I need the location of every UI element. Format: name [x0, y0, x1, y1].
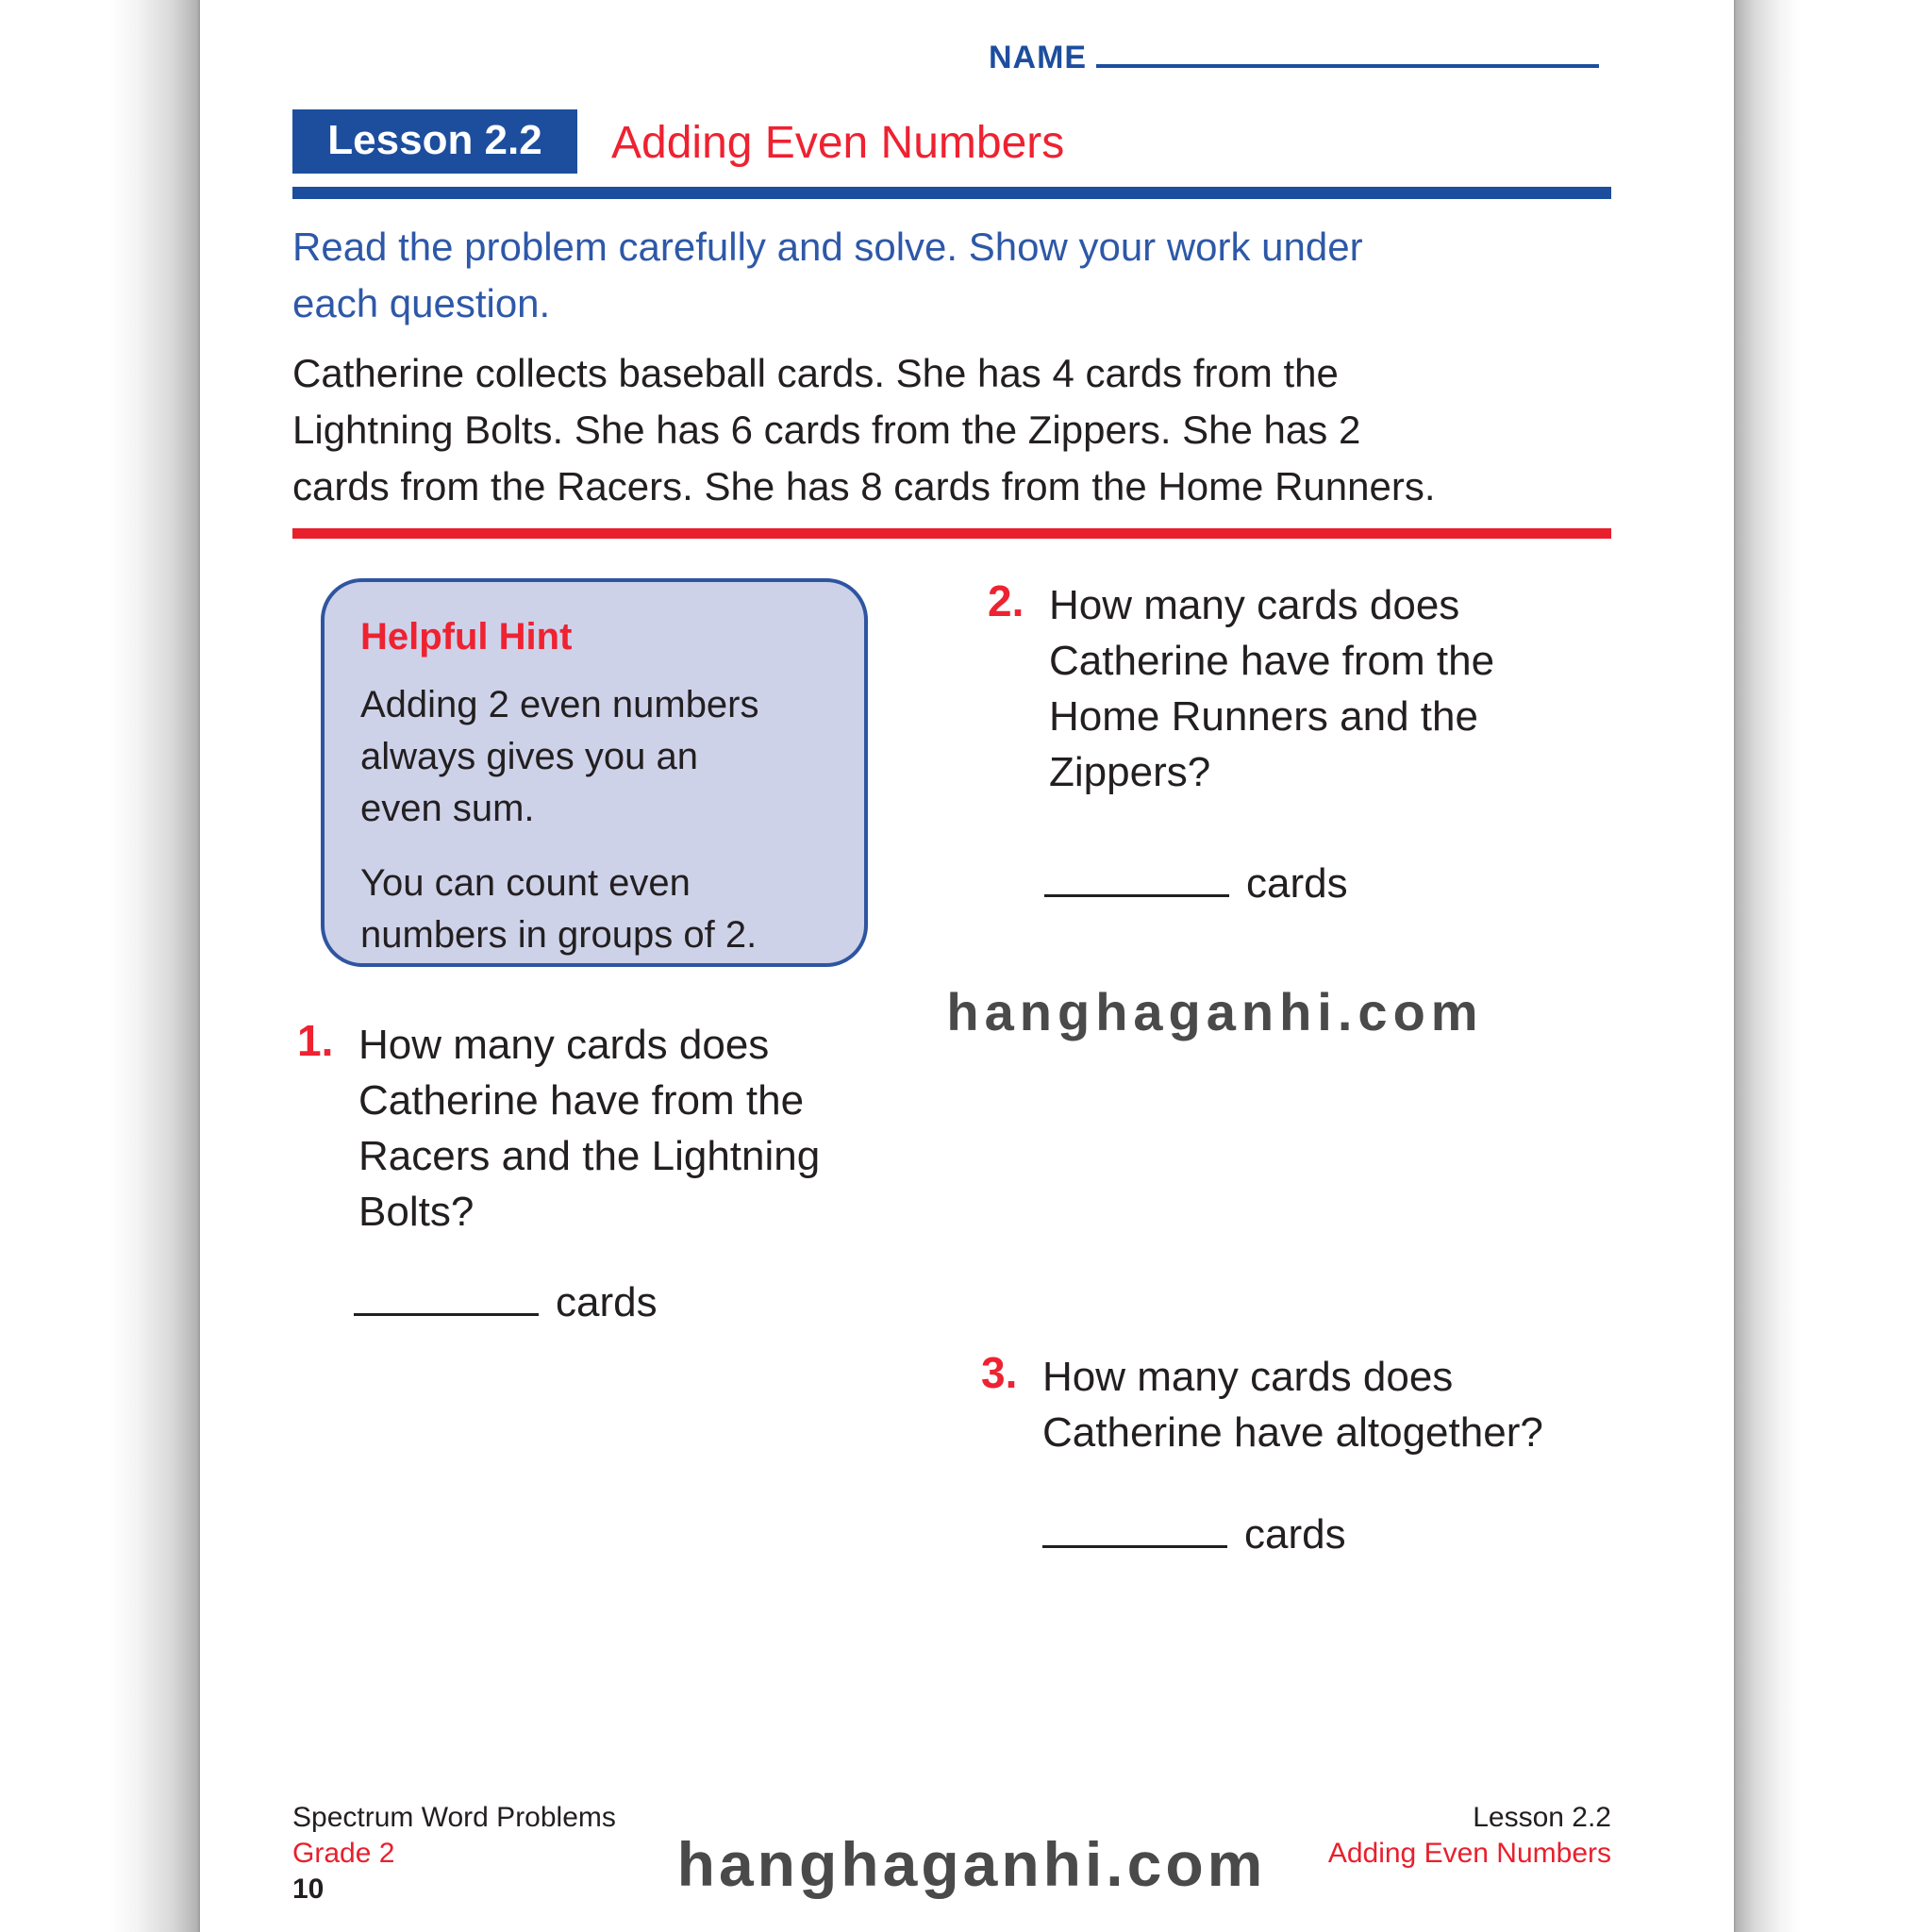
- page-sheet: [200, 0, 1734, 1932]
- answer-blank-line: [1044, 857, 1229, 897]
- question-line: Racers and the Lightning: [358, 1133, 821, 1179]
- hint-title: Helpful Hint: [360, 616, 573, 658]
- question-line: Catherine have altogether?: [1042, 1409, 1543, 1456]
- helpful-hint-box: [321, 578, 868, 967]
- problem-line: Catherine collects baseball cards. She has 4 cards from the: [292, 351, 1339, 395]
- hint-paragraph: [360, 858, 845, 961]
- footer-page-number: 10: [292, 1874, 325, 1905]
- footer-right: [1328, 1800, 1611, 1872]
- question-line: Catherine have from the: [358, 1077, 805, 1124]
- question-line: How many cards does: [358, 1022, 770, 1068]
- question-1: [297, 1017, 820, 1240]
- footer-lesson-title: Adding Even Numbers: [1327, 1838, 1611, 1869]
- question-3: [981, 1349, 1543, 1460]
- footer-lesson-number: Lesson 2.2: [1473, 1802, 1611, 1833]
- answer-unit-label: cards: [1244, 1511, 1346, 1557]
- question-2: [988, 577, 1494, 800]
- footer-book-title: Spectrum Word Problems: [292, 1802, 616, 1833]
- red-divider: [292, 528, 1611, 539]
- page-edge-shadow-right: [1734, 0, 1800, 1932]
- name-blank-line: [1096, 28, 1599, 68]
- hint-line: always gives you an: [360, 736, 698, 777]
- page-edge-shadow-left: [109, 0, 200, 1932]
- watermark-text-bottom: hanghaganhi.com: [676, 1829, 1267, 1899]
- question-text: [1042, 1349, 1543, 1460]
- name-label: NAME: [989, 40, 1088, 75]
- question-number: 1.: [297, 1016, 334, 1065]
- question-text: [358, 1017, 820, 1240]
- answer-row-2: [1044, 857, 1348, 908]
- hint-line: You can count even: [360, 862, 691, 904]
- answer-unit-label: cards: [1246, 860, 1348, 907]
- instructions-line: each question.: [292, 281, 551, 325]
- question-number: 3.: [981, 1348, 1018, 1397]
- question-line: Home Runners and the: [1049, 693, 1478, 740]
- question-text: [1049, 577, 1494, 800]
- hint-line: even sum.: [360, 788, 535, 829]
- watermark-text-middle: hanghaganhi.com: [946, 982, 1484, 1041]
- answer-row-3: [1042, 1507, 1346, 1558]
- hint-line: numbers in groups of 2.: [360, 914, 758, 956]
- answer-blank-line: [354, 1275, 539, 1316]
- instructions-line: Read the problem carefully and solve. Show your work under: [292, 225, 1363, 269]
- lesson-title: Adding Even Numbers: [611, 118, 1065, 168]
- question-line: Bolts?: [358, 1189, 475, 1235]
- hint-line: Adding 2 even numbers: [360, 684, 759, 725]
- question-line: How many cards does: [1042, 1354, 1454, 1400]
- footer-grade: Grade 2: [292, 1838, 395, 1869]
- problem-line: cards from the Racers. She has 8 cards from the Home Runners.: [292, 464, 1436, 508]
- problem-line: Lightning Bolts. She has 6 cards from the Zippers. She has 2: [292, 408, 1361, 452]
- hint-paragraph: [360, 679, 845, 835]
- problem-text: [292, 345, 1436, 515]
- name-row: [989, 28, 1599, 76]
- question-number: 2.: [988, 576, 1024, 625]
- lesson-badge: Lesson 2.2: [292, 109, 577, 174]
- question-line: How many cards does: [1049, 582, 1460, 628]
- question-line: Zippers?: [1049, 749, 1211, 795]
- answer-unit-label: cards: [556, 1279, 658, 1325]
- footer-left: [292, 1800, 616, 1907]
- blue-divider: [292, 187, 1611, 199]
- instructions-text: [292, 219, 1363, 332]
- answer-blank-line: [1042, 1507, 1227, 1548]
- question-line: Catherine have from the: [1049, 638, 1495, 684]
- answer-row-1: [354, 1275, 658, 1326]
